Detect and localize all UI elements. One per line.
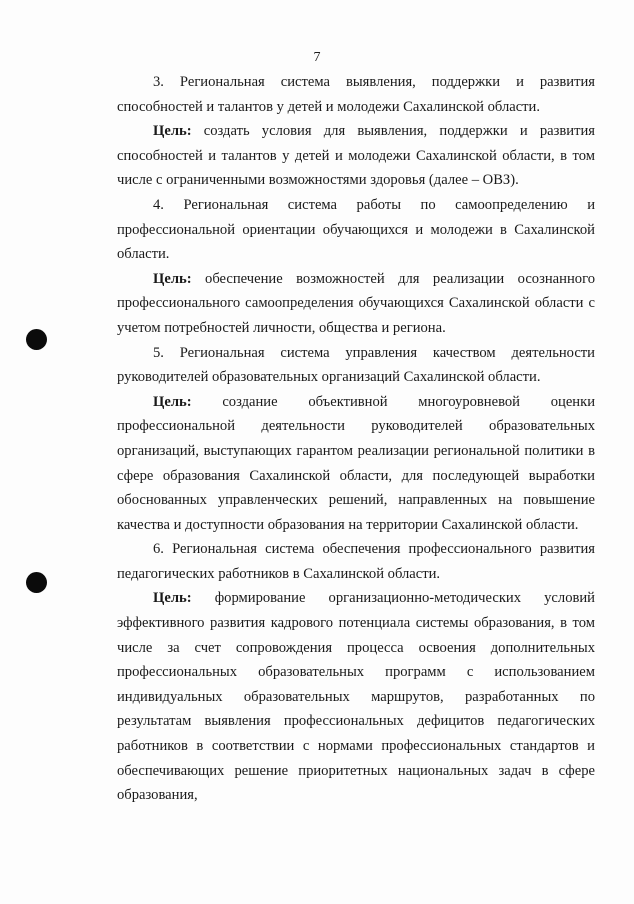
document-body [117, 70, 595, 808]
paragraph-system-5 [117, 341, 595, 390]
paragraph-goal-6 [117, 586, 595, 807]
goal-label: Цель: [153, 123, 192, 140]
paragraph-text: обеспечение возможностей для реализации осознанного профессионального самоопределения обучающихся Сахалинской области с учетом потребностей личности, общества и региона. [117, 270, 595, 336]
paragraph-system-6 [117, 537, 595, 586]
punch-hole [26, 572, 47, 593]
paragraph-goal-5 [117, 390, 595, 538]
paragraph-text: 6. Региональная система обеспечения профессионального развития педагогических работников в Сахалинской области. [117, 541, 595, 582]
paragraph-text: создать условия для выявления, поддержки и развития способностей и талантов у детей и молодежи Сахалинской области, в том числе с ограниченными возможностями здоровья (далее – ОВЗ). [117, 123, 595, 189]
goal-label: Цель: [153, 270, 192, 287]
punch-hole [26, 329, 47, 350]
paragraph-system-4 [117, 193, 595, 267]
paragraph-goal-3 [117, 119, 595, 193]
paragraph-text: формирование организационно-методических условий эффективного развития кадрового потенциала системы образования, в том числе за счет сопровождения процесса освоения дополнительных профессиональных образовательных программ с использованием индивидуальных образовательных маршрутов, разработанных по результатам выявления профессиональных дефицитов педагогических работников в соответствии с нормами профессиональных стандартов и обеспечивающих решение приоритетных национальных задач в сфере образования, [117, 590, 595, 804]
goal-label: Цель: [153, 590, 192, 607]
paragraph-text: 4. Региональная система работы по самоопределению и профессиональной ориентации обучающихся и молодежи в Сахалинской области. [117, 196, 595, 263]
goal-label: Цель: [153, 393, 192, 410]
paragraph-system-3 [117, 70, 595, 119]
page-number: 7 [313, 50, 321, 65]
paragraph-text: создание объективной многоуровневой оценки профессиональной деятельности руководителей образовательных организаций, выступающих гарантом реализации региональной политики в сфере образования Сахалинской области, для последующей выработки обоснованных управленческих решений, направленных на повышение качества и доступности образования на территории Сахалинской области. [117, 393, 595, 533]
paragraph-text: 5. Региональная система управления качеством деятельности руководителей образовательных организаций Сахалинской области. [117, 344, 595, 386]
paragraph-text: 3. Региональная система выявления, поддержки и развития способностей и талантов у детей и молодежи Сахалинской области. [117, 74, 595, 115]
paragraph-goal-4 [117, 267, 595, 341]
